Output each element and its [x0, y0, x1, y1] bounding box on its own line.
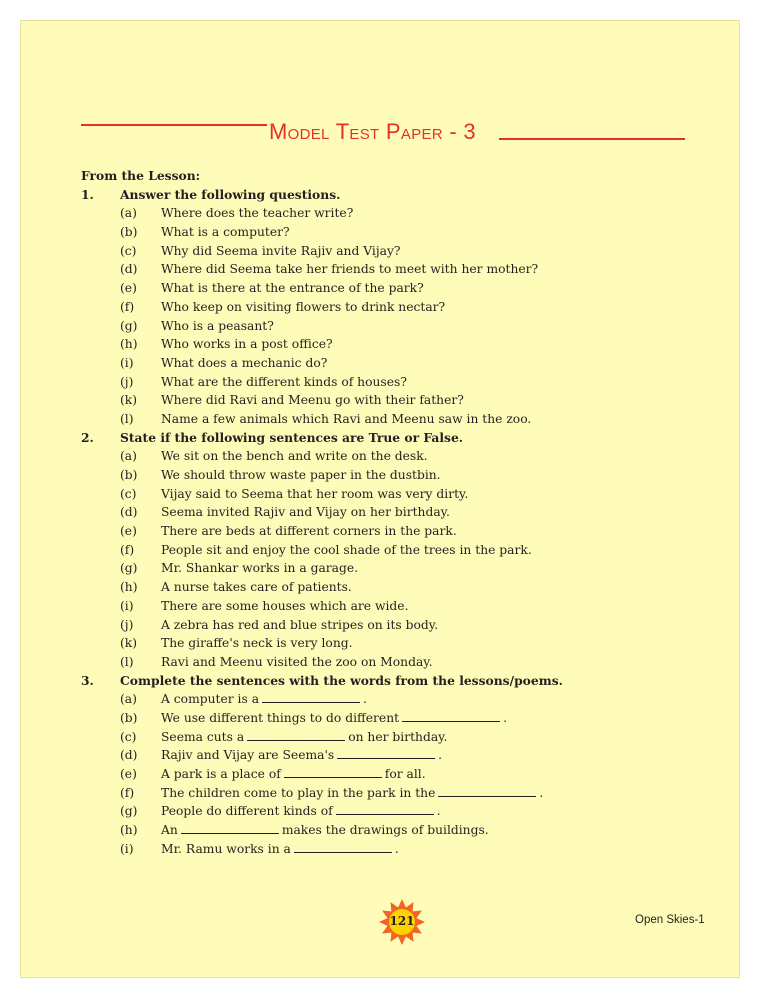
- title-rule-left: [81, 124, 267, 126]
- fill-in-sentence: [161, 728, 447, 747]
- sentence-start: Mr. Ramu works in a: [161, 841, 291, 856]
- item-letter: (a): [120, 449, 137, 464]
- item-letter: (e): [120, 524, 137, 539]
- question-item: [81, 728, 721, 747]
- question-item: [81, 616, 721, 635]
- item-letter: (e): [120, 281, 137, 296]
- item-text: Why did Seema invite Rajiv and Vijay?: [161, 243, 401, 258]
- question-item: [81, 204, 721, 223]
- item-letter: (f): [120, 785, 135, 800]
- fill-in-sentence: [161, 821, 489, 840]
- item-letter: (j): [120, 374, 134, 389]
- fill-in-sentence: [161, 746, 442, 765]
- item-text: What is a computer?: [161, 225, 290, 240]
- sentence-end: .: [436, 804, 441, 819]
- fill-in-sentence: [161, 840, 399, 859]
- sentence-end: makes the drawings of buildings.: [281, 823, 489, 838]
- item-letter: (i): [120, 598, 134, 613]
- answer-blank[interactable]: [294, 842, 392, 853]
- test-content: [81, 167, 721, 858]
- sentence-start: Rajiv and Vijay are Seema's: [161, 748, 335, 763]
- item-text: We should throw waste paper in the dustbin.: [161, 468, 441, 482]
- item-text: People sit and enjoy the cool shade of the trees in the park.: [161, 542, 532, 557]
- item-letter: (g): [120, 804, 138, 819]
- sentence-start: We use different things to do different: [161, 710, 400, 725]
- section-title: Complete the sentences with the words from the lessons/poems.: [120, 672, 563, 688]
- item-text: A zebra has red and blue stripes on its body.: [161, 617, 439, 632]
- sentence-end: .: [539, 785, 544, 800]
- question-item: [81, 317, 721, 336]
- question-item: [81, 447, 721, 466]
- question-item: [81, 840, 721, 859]
- item-text: The giraffe's neck is very long.: [161, 636, 353, 651]
- item-letter: (d): [120, 505, 138, 520]
- item-letter: (a): [120, 206, 137, 221]
- item-letter: (h): [120, 580, 138, 595]
- item-letter: (f): [120, 299, 135, 314]
- question-item: [81, 335, 721, 354]
- item-text: Who keep on visiting flowers to drink nectar?: [161, 299, 446, 314]
- question-item: [81, 541, 721, 560]
- sentence-end: .: [394, 841, 399, 856]
- fill-in-sentence: [161, 802, 441, 821]
- item-letter: (d): [120, 262, 138, 277]
- answer-blank[interactable]: [336, 804, 434, 815]
- question-item: [81, 373, 721, 392]
- item-letter: (g): [120, 318, 138, 333]
- question-item: [81, 709, 721, 728]
- question-item: [81, 746, 721, 765]
- page-number-badge: [378, 898, 426, 946]
- fill-in-sentence: [161, 784, 543, 803]
- question-item: [81, 559, 721, 578]
- fill-in-sentence: [161, 709, 507, 728]
- answer-blank[interactable]: [181, 823, 279, 834]
- item-letter: (g): [120, 561, 138, 576]
- sentence-end: .: [363, 692, 367, 707]
- section-1-heading: [81, 186, 721, 205]
- answer-blank[interactable]: [402, 711, 500, 722]
- question-item: [81, 597, 721, 616]
- item-letter: (a): [120, 692, 137, 707]
- title-rule-right: [499, 138, 685, 140]
- item-letter: (f): [120, 542, 135, 557]
- item-letter: (j): [120, 617, 134, 632]
- question-item: [81, 298, 721, 317]
- item-letter: (e): [120, 767, 137, 781]
- item-letter: (d): [120, 748, 138, 763]
- sentence-start: An: [161, 823, 178, 838]
- question-item: [81, 784, 721, 803]
- item-text: Ravi and Meenu visited the zoo on Monday.: [161, 654, 433, 669]
- question-item: [81, 653, 721, 672]
- sentence-start: The children come to play in the park in the: [161, 785, 436, 800]
- section-title: State if the following sentences are True or False.: [120, 429, 464, 445]
- lesson-subtitle: From the Lesson:: [81, 168, 201, 183]
- question-item: [81, 485, 721, 504]
- item-text: Name a few animals which Ravi and Meenu saw in the zoo.: [161, 411, 532, 426]
- item-text: There are beds at different corners in the park.: [161, 524, 457, 539]
- sentence-start: A computer is a: [161, 692, 260, 707]
- item-letter: (h): [120, 337, 138, 352]
- page: [20, 20, 740, 978]
- sentence-start: Seema cuts a: [161, 729, 245, 744]
- page-number: 121: [389, 914, 415, 928]
- item-letter: (i): [120, 355, 134, 370]
- sentence-end: .: [438, 748, 443, 763]
- item-text: Vijay said to Seema that her room was very dirty.: [161, 486, 469, 501]
- section-number: 3.: [81, 672, 94, 688]
- item-text: A nurse takes care of patients.: [161, 580, 352, 595]
- item-letter: (b): [120, 468, 138, 482]
- item-text: What are the different kinds of houses?: [161, 374, 407, 389]
- question-item: [81, 578, 721, 597]
- question-item: [81, 391, 721, 410]
- answer-blank[interactable]: [337, 748, 435, 759]
- item-text: What is there at the entrance of the park?: [161, 281, 424, 296]
- question-item: [81, 522, 721, 541]
- section-number: 1.: [81, 186, 94, 202]
- book-name: Open Skies-1: [635, 914, 705, 926]
- item-text: Mr. Shankar works in a garage.: [161, 561, 359, 576]
- question-item: [81, 765, 721, 784]
- answer-blank[interactable]: [284, 767, 382, 778]
- question-item: [81, 279, 721, 298]
- answer-blank[interactable]: [247, 730, 345, 741]
- question-item: [81, 466, 721, 485]
- question-item: [81, 354, 721, 373]
- question-item: [81, 634, 721, 653]
- question-item: [81, 260, 721, 279]
- answer-blank[interactable]: [262, 692, 360, 703]
- item-text: Where did Seema take her friends to meet with her mother?: [161, 262, 539, 277]
- question-item: [81, 503, 721, 522]
- question-item: [81, 242, 721, 261]
- item-letter: (i): [120, 841, 134, 856]
- item-letter: (l): [120, 411, 134, 426]
- item-text: Who works in a post office?: [161, 337, 333, 352]
- answer-blank[interactable]: [438, 786, 536, 797]
- question-item: [81, 690, 721, 709]
- question-item: [81, 802, 721, 821]
- page-title: Model Test Paper - 3: [269, 119, 476, 144]
- fill-in-sentence: [161, 765, 426, 784]
- item-letter: (c): [120, 486, 137, 501]
- item-text: Where did Ravi and Meenu go with their father?: [161, 393, 464, 408]
- section-2-heading: [81, 429, 721, 448]
- section-title: Answer the following questions.: [120, 186, 341, 202]
- item-letter: (b): [120, 225, 138, 240]
- item-letter: (k): [120, 393, 138, 408]
- item-text: We sit on the bench and write on the desk.: [161, 449, 428, 464]
- sentence-end: on her birthday.: [348, 729, 448, 744]
- section-number: 2.: [81, 429, 94, 445]
- sentence-start: People do different kinds of: [161, 804, 333, 819]
- item-letter: (h): [120, 823, 138, 838]
- fill-in-sentence: [161, 690, 367, 709]
- item-letter: (l): [120, 654, 134, 669]
- question-item: [81, 410, 721, 429]
- title-row: [81, 119, 689, 149]
- item-text: Where does the teacher write?: [161, 206, 354, 221]
- item-text: Who is a peasant?: [161, 318, 274, 333]
- sentence-end: .: [503, 710, 507, 725]
- item-letter: (c): [120, 729, 137, 744]
- item-letter: (b): [120, 710, 138, 725]
- sentence-end: for all.: [384, 767, 426, 781]
- section-3-heading: [81, 672, 721, 691]
- question-item: [81, 821, 721, 840]
- item-text: There are some houses which are wide.: [161, 598, 409, 613]
- item-text: Seema invited Rajiv and Vijay on her birthday.: [161, 505, 450, 520]
- question-item: [81, 223, 721, 242]
- sentence-start: A park is a place of: [161, 767, 281, 781]
- item-text: What does a mechanic do?: [161, 355, 328, 370]
- item-letter: (c): [120, 243, 137, 258]
- item-letter: (k): [120, 636, 138, 651]
